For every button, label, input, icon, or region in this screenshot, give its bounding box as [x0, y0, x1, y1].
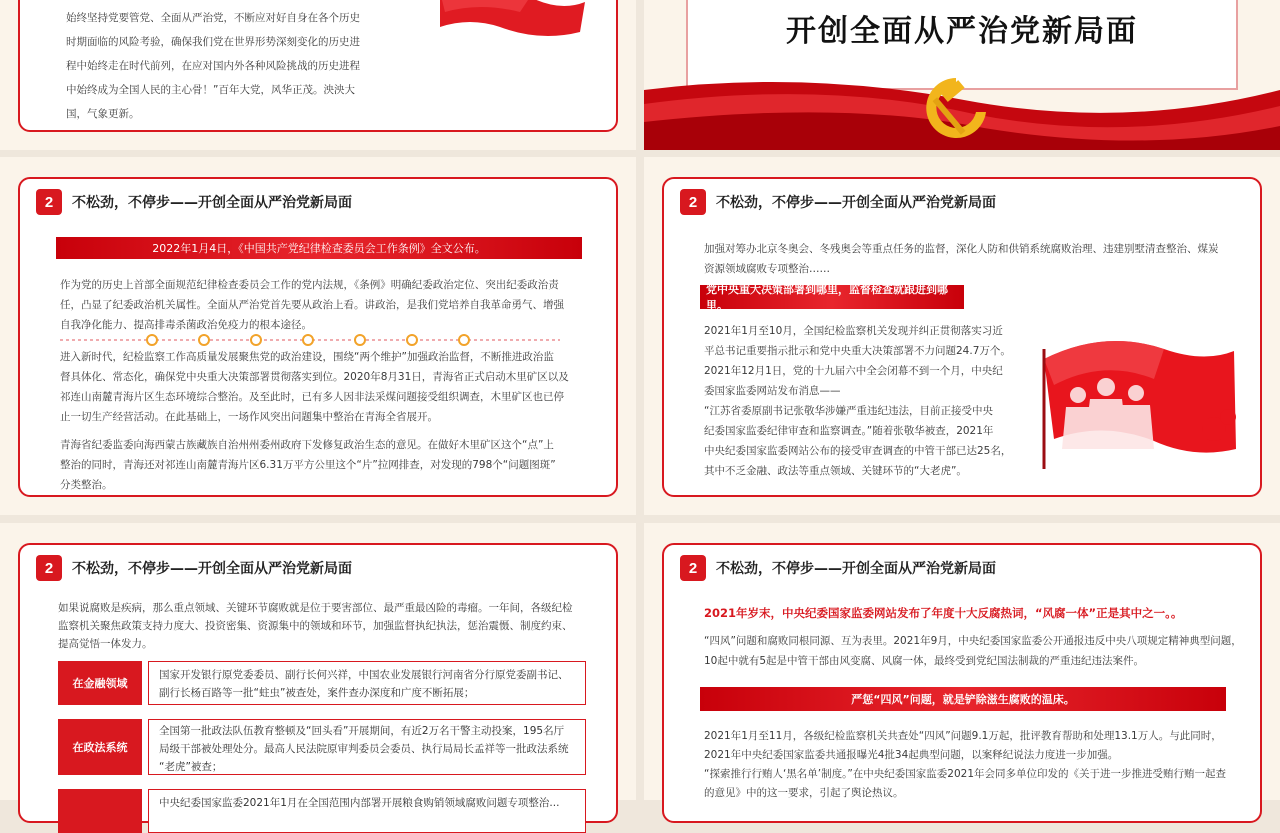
paragraph-1: [704, 631, 1242, 671]
dotted-divider: [60, 333, 560, 347]
text-line: 其中不乏金融、政法等重点领域、关键环节的“大老虎”。: [704, 465, 967, 477]
section-number: 2: [36, 555, 62, 581]
text-line: 全国第一批政法队伍教育整顿及“回头看”开展期间，有近2万名干警主动投案，195名厅: [159, 725, 565, 737]
body-text: [704, 321, 1011, 481]
slide-6: [644, 523, 1280, 800]
text-line: 中始终成为全国人民的主心骨！”百年大党，风华正茂。泱泱大: [66, 84, 355, 96]
text-line: 国，气象更新。: [66, 108, 140, 120]
slide-2: [644, 0, 1280, 150]
paragraph-2: [704, 727, 1226, 803]
slide-6-card: [662, 543, 1262, 823]
text-line: “老虎”被查；: [159, 761, 223, 773]
text-line: 平总书记重要指示批示和党中央重大决策部署不力问题24.7万个。: [704, 345, 1011, 357]
text-line: “江苏省委原副书记张敬华涉嫌严重违纪违法，目前正接受中央: [704, 405, 993, 417]
slide-1: [0, 0, 636, 150]
section-title: 不松劲，不停步——开创全面从严治党新局面: [72, 561, 352, 577]
slide-1-card: [18, 0, 618, 132]
text-line: 2021年1月至11月，各级纪检监察机关共查处“四风”问题9.1万起，批评教育帮助和处理13.1万人。与此同时，: [704, 730, 1222, 742]
section-header: [680, 189, 996, 215]
text-line: 始终坚持党要管党、全面从严治党，不断应对好自身在各个历史: [66, 12, 360, 24]
slide-title: 开创全面从严治党新局面: [786, 14, 1138, 49]
red-flag-icon: [420, 0, 590, 52]
text-line: 祁连山南麓青海片区生态环境综合整治。及至此时，已有多人因非法采煤问题接受组织调查，木里矿区也已停: [60, 391, 564, 403]
highlight-bar: 严惩“四风”问题，就是铲除滋生腐败的温床。: [700, 687, 1226, 711]
slide-4: [644, 157, 1280, 515]
row-text-finance: [148, 661, 586, 705]
text-line: 局级干部被处理处分。最高人民法院原审判委员会委员、执行局局长孟祥等一批政法系统: [159, 743, 569, 755]
text-line: 加强对筹办北京冬奥会、冬残奥会等重点任务的监督，深化人防和供销系统腐败治理、违建别墅清查整治、煤炭: [704, 243, 1219, 255]
section-number: 2: [680, 555, 706, 581]
text-line: 的意见》中的这一要求，引起了舆论热议。: [704, 787, 904, 799]
text-line: 整治的同时，青海还对祁连山南麓青海片区6.31万平方公里这个“片”拉网排查，对发现的798个“问题图斑”: [60, 459, 556, 471]
intro-text: [704, 239, 1219, 279]
section-number: 2: [680, 189, 706, 215]
text-line: 如果说腐败是疾病，那么重点领域、关键环节腐败就是位于要害部位、最严重最凶险的毒瘤。一年间，各级纪检: [58, 602, 573, 614]
text-line: 督具体化、常态化，确保党中央重大决策部署贯彻落实到位。2020年8月31日，青海省正式启动木里矿区以及: [60, 371, 569, 383]
section-number: 2: [36, 189, 62, 215]
text-line: “四风”问题和腐败同根同源、互为表里。2021年9月，中央纪委国家监委公开通报违反中央八项规定精神典型问题，: [704, 635, 1242, 647]
text-line: 国家开发银行原党委委员、副行长何兴祥，中国农业发展银行河南省分行原党委副书记、: [159, 669, 569, 681]
text-line: 分类整治。: [60, 479, 113, 491]
paragraph-2: [60, 347, 569, 427]
hammer-sickle-icon: [916, 72, 996, 148]
banner-bar: 2022年1月4日，《中国共产党纪律检查委员会工作条例》全文公布。: [56, 237, 582, 259]
text-line: 任，凸显了纪委政治机关属性。全面从严治党首先要从政治上看。讲政治，是我们党培养自我革命勇气、增强: [60, 299, 564, 311]
slide-1-text: [66, 6, 360, 126]
soldiers-flag-illustration: [1014, 329, 1244, 469]
slide-4-card: [662, 177, 1262, 497]
text-line: “探索推行行贿人‘黑名单’制度。”在中央纪委国家监委2021年会同多单位印发的《关于进一步推进受贿行贿一起查: [704, 768, 1227, 780]
section-title: 不松劲，不停步——开创全面从严治党新局面: [72, 195, 352, 211]
text-line: 资源领域腐败专项整治……: [704, 263, 830, 275]
text-line: 青海省纪委监委向海西蒙古族藏族自治州州委州政府下发修复政治生态的意见。在做好木里矿区这个“点”上: [60, 439, 554, 451]
text-line: 进入新时代，纪检监察工作高质量发展聚焦党的政治建设，围绕“两个维护”加强政治监督，不断推进政治监: [60, 351, 554, 363]
row-text-3: [148, 789, 586, 833]
paragraph-1: [60, 275, 564, 335]
section-header: [36, 555, 352, 581]
paragraph-3: [60, 435, 556, 495]
intro-text: [58, 599, 573, 653]
text-line: 中央纪委国家监委网站公布的接受审查调查的中管干部已达25名，: [704, 445, 1012, 457]
row-label-finance: 在金融领域: [58, 661, 142, 705]
highlight-bar: 党中央重大决策部署到哪里，监督检查就跟进到哪里。: [700, 285, 964, 309]
slide-3-card: [18, 177, 618, 497]
row-text-legal: [148, 719, 586, 775]
text-line: 纪委国家监委纪律审查和监察调查。”随着张敬华被查，2021年: [704, 425, 994, 437]
text-line: 提高觉悟一体发力。: [58, 638, 153, 650]
section-title: 不松劲，不停步——开创全面从严治党新局面: [716, 561, 996, 577]
text-line: 副行长杨百路等一批“蛀虫”被查处，案件查办深度和广度不断拓展；: [159, 687, 475, 699]
slide-3: [0, 157, 636, 515]
text-line: 2021年1月至10月，全国纪检监察机关发现并纠正贯彻落实习近: [704, 325, 1003, 337]
text-line: 自我净化能力、提高排毒杀菌政治免疫力的根本途径。: [60, 319, 312, 331]
slide-5-card: [18, 543, 618, 823]
text-line: 程中始终走在时代前列，在应对国内外各种风险挑战的历史进程: [66, 60, 360, 72]
text-line: 10起中就有5起是中管干部由风变腐、风腐一体，最终受到党纪国法制裁的严重违纪违法案件。: [704, 655, 1145, 667]
text-line: 2021年12月1日，党的十九届六中全会闭幕不到一个月，中央纪: [704, 365, 1003, 377]
headline: 2021年岁末，中央纪委国家监委网站发布了年度十大反腐热词，“风腐一体”正是其中之一。。: [704, 606, 1183, 620]
text-line: 止一切生产经营活动。在此基础上，一场作风突出问题集中整治在青海全省展开。: [60, 411, 438, 423]
text-line: 时期面临的风险考验，确保我们党在世界形势深刻变化的历史进: [66, 36, 360, 48]
section-header: [680, 555, 996, 581]
section-header: [36, 189, 352, 215]
text-line: 中央纪委国家监委2021年1月在全国范围内部署开展粮食购销领域腐败问题专项整治...: [159, 797, 560, 809]
text-line: 监察机关聚焦政策支持力度大、投资密集、资源集中的领域和环节，加强监督执纪执法，惩治震慑、制度约束、: [58, 620, 573, 632]
section-title: 不松劲，不停步——开创全面从严治党新局面: [716, 195, 996, 211]
text-line: 2021年中央纪委国家监委共通报曝光4批34起典型问题，以案释纪说法力度进一步加强。: [704, 749, 1119, 761]
text-line: 作为党的历史上首部全面规范纪律检查委员会工作的党内法规，《条例》明确纪委政治定位、突出纪委政治责: [60, 279, 559, 291]
text-line: 委国家监委网站发布消息——: [704, 385, 841, 397]
row-label-3: [58, 789, 142, 833]
row-label-legal: 在政法系统: [58, 719, 142, 775]
slide-5: [0, 523, 636, 809]
